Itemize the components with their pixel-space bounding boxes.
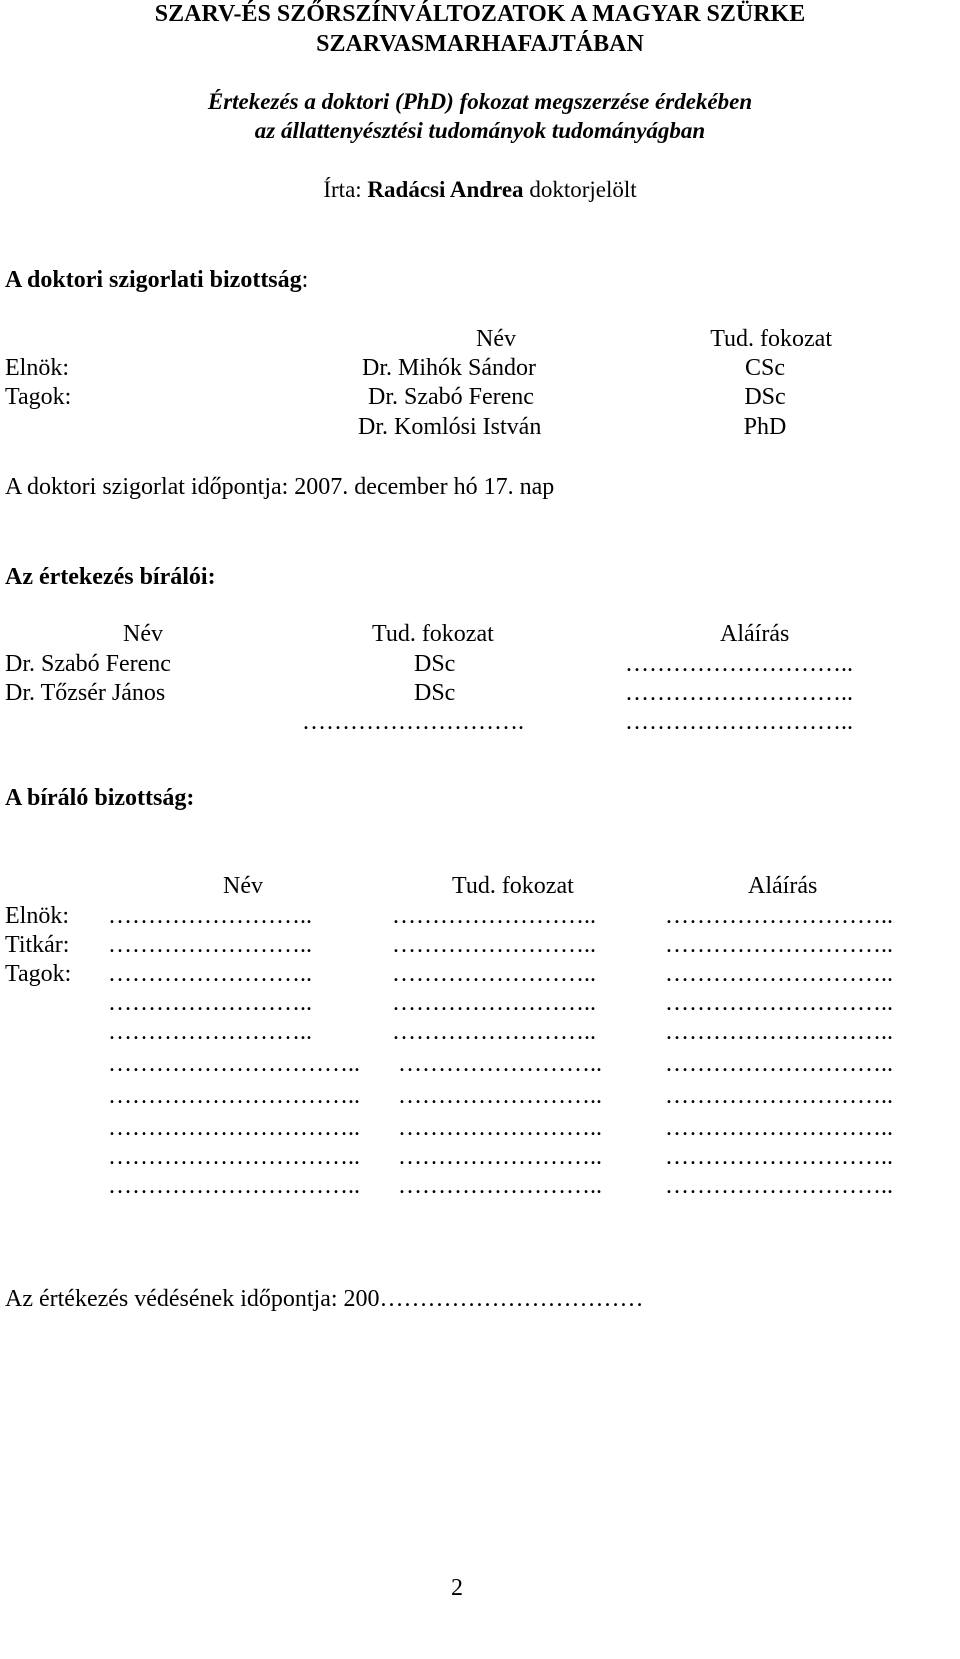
reviewers-col-signature: Aláírás	[720, 621, 790, 647]
exam-row-3-name: Dr. Komlósi István	[358, 414, 542, 440]
review-row-name: ……………………..	[108, 961, 312, 987]
review-col-name: Név	[223, 873, 263, 899]
review-row-signature: ………………………..	[665, 903, 893, 929]
subtitle-line-2: az állattenyésztési tudományok tudományágban	[254, 118, 706, 143]
review-committee-heading: A bíráló bizottság:	[5, 785, 195, 811]
byline-suffix: doktorjelölt	[523, 177, 637, 202]
reviewer-1-name: Dr. Szabó Ferenc	[5, 651, 171, 677]
review-row-name: …………………………..	[108, 1115, 360, 1141]
byline-prefix: Írta:	[323, 177, 368, 202]
reviewer-1-signature: ………………………..	[625, 651, 853, 677]
review-row-name: …………………………..	[108, 1083, 360, 1109]
review-row-name: ……………………..	[108, 932, 312, 958]
review-row-signature: ………………………..	[665, 1019, 893, 1045]
reviewer-2-signature: ………………………..	[625, 680, 853, 706]
exam-col-degree: Tud. fokozat	[710, 326, 832, 352]
review-row-degree: ……………………..	[398, 1051, 602, 1077]
reviewer-3-signature: ………………………..	[625, 709, 853, 735]
exam-row-2-name: Dr. Szabó Ferenc	[368, 384, 534, 410]
review-row-signature: ………………………..	[665, 990, 893, 1016]
review-row-degree: ……………………..	[392, 932, 596, 958]
review-row-name: ……………………..	[108, 1019, 312, 1045]
exam-date-line: A doktori szigorlat időpontja: 2007. december hó 17. nap	[5, 474, 555, 500]
review-row-degree: ……………………..	[392, 903, 596, 929]
review-col-signature: Aláírás	[748, 873, 818, 899]
title-line-1: SZARV-ÉS SZŐRSZÍNVÁLTOZATOK A MAGYAR SZÜRKE	[154, 1, 806, 27]
review-row-name: …………………………..	[108, 1173, 360, 1199]
review-row-signature: ………………………..	[665, 1144, 893, 1170]
reviewer-2-degree: DSc	[414, 680, 456, 706]
reviewers-heading: Az értekezés bírálói:	[5, 564, 216, 590]
review-row-degree: ……………………..	[392, 961, 596, 987]
review-row-name: ……………………..	[108, 990, 312, 1016]
title-line-2: SZARVASMARHAFAJTÁBAN	[316, 31, 644, 57]
exam-row-2-role: Tagok:	[5, 384, 72, 410]
review-row-signature: ………………………..	[665, 961, 893, 987]
exam-committee-heading-colon: :	[301, 267, 309, 293]
review-row-degree: ……………………..	[392, 990, 596, 1016]
review-row-degree: ……………………..	[398, 1115, 602, 1141]
defense-date-line: Az értékezés védésének időpontja: 200……………………………	[5, 1286, 644, 1312]
review-row-role: Titkár:	[5, 932, 70, 958]
review-row-name: ……………………..	[108, 903, 312, 929]
subtitle-line-1: Értekezés a doktori (PhD) fokozat megszerzése érdekében	[207, 89, 753, 114]
review-row-name: …………………………..	[108, 1144, 360, 1170]
page-number: 2	[451, 1575, 463, 1601]
byline	[0, 176, 960, 204]
reviewers-col-degree: Tud. fokozat	[372, 621, 494, 647]
byline-author: Radácsi Andrea	[367, 177, 524, 202]
review-row-degree: ……………………..	[392, 1019, 596, 1045]
review-row-degree: ……………………..	[398, 1173, 602, 1199]
review-col-degree: Tud. fokozat	[452, 873, 574, 899]
exam-row-1-role: Elnök:	[5, 355, 69, 381]
review-row-name: …………………………..	[108, 1051, 360, 1077]
review-row-role: Tagok:	[5, 961, 72, 987]
exam-committee-heading	[5, 266, 308, 294]
review-row-signature: ………………………..	[665, 1083, 893, 1109]
review-row-signature: ………………………..	[665, 1115, 893, 1141]
exam-row-1-degree: CSc	[744, 355, 785, 381]
review-row-degree: ……………………..	[398, 1083, 602, 1109]
review-row-signature: ………………………..	[665, 932, 893, 958]
review-row-role: Elnök:	[5, 903, 69, 929]
exam-row-2-degree: DSc	[744, 384, 786, 410]
exam-row-3-degree: PhD	[743, 414, 787, 440]
exam-committee-heading-text: A doktori szigorlati bizottság	[5, 267, 302, 293]
reviewer-1-degree: DSc	[414, 651, 456, 677]
review-row-signature: ………………………..	[665, 1173, 893, 1199]
review-row-signature: ………………………..	[665, 1051, 893, 1077]
reviewer-3-degree: ……………………….	[302, 709, 524, 735]
review-row-degree: ……………………..	[398, 1144, 602, 1170]
exam-col-name: Név	[476, 326, 516, 352]
reviewers-col-name: Név	[123, 621, 163, 647]
reviewer-2-name: Dr. Tőzsér János	[5, 680, 166, 706]
exam-row-1-name: Dr. Mihók Sándor	[362, 355, 536, 381]
